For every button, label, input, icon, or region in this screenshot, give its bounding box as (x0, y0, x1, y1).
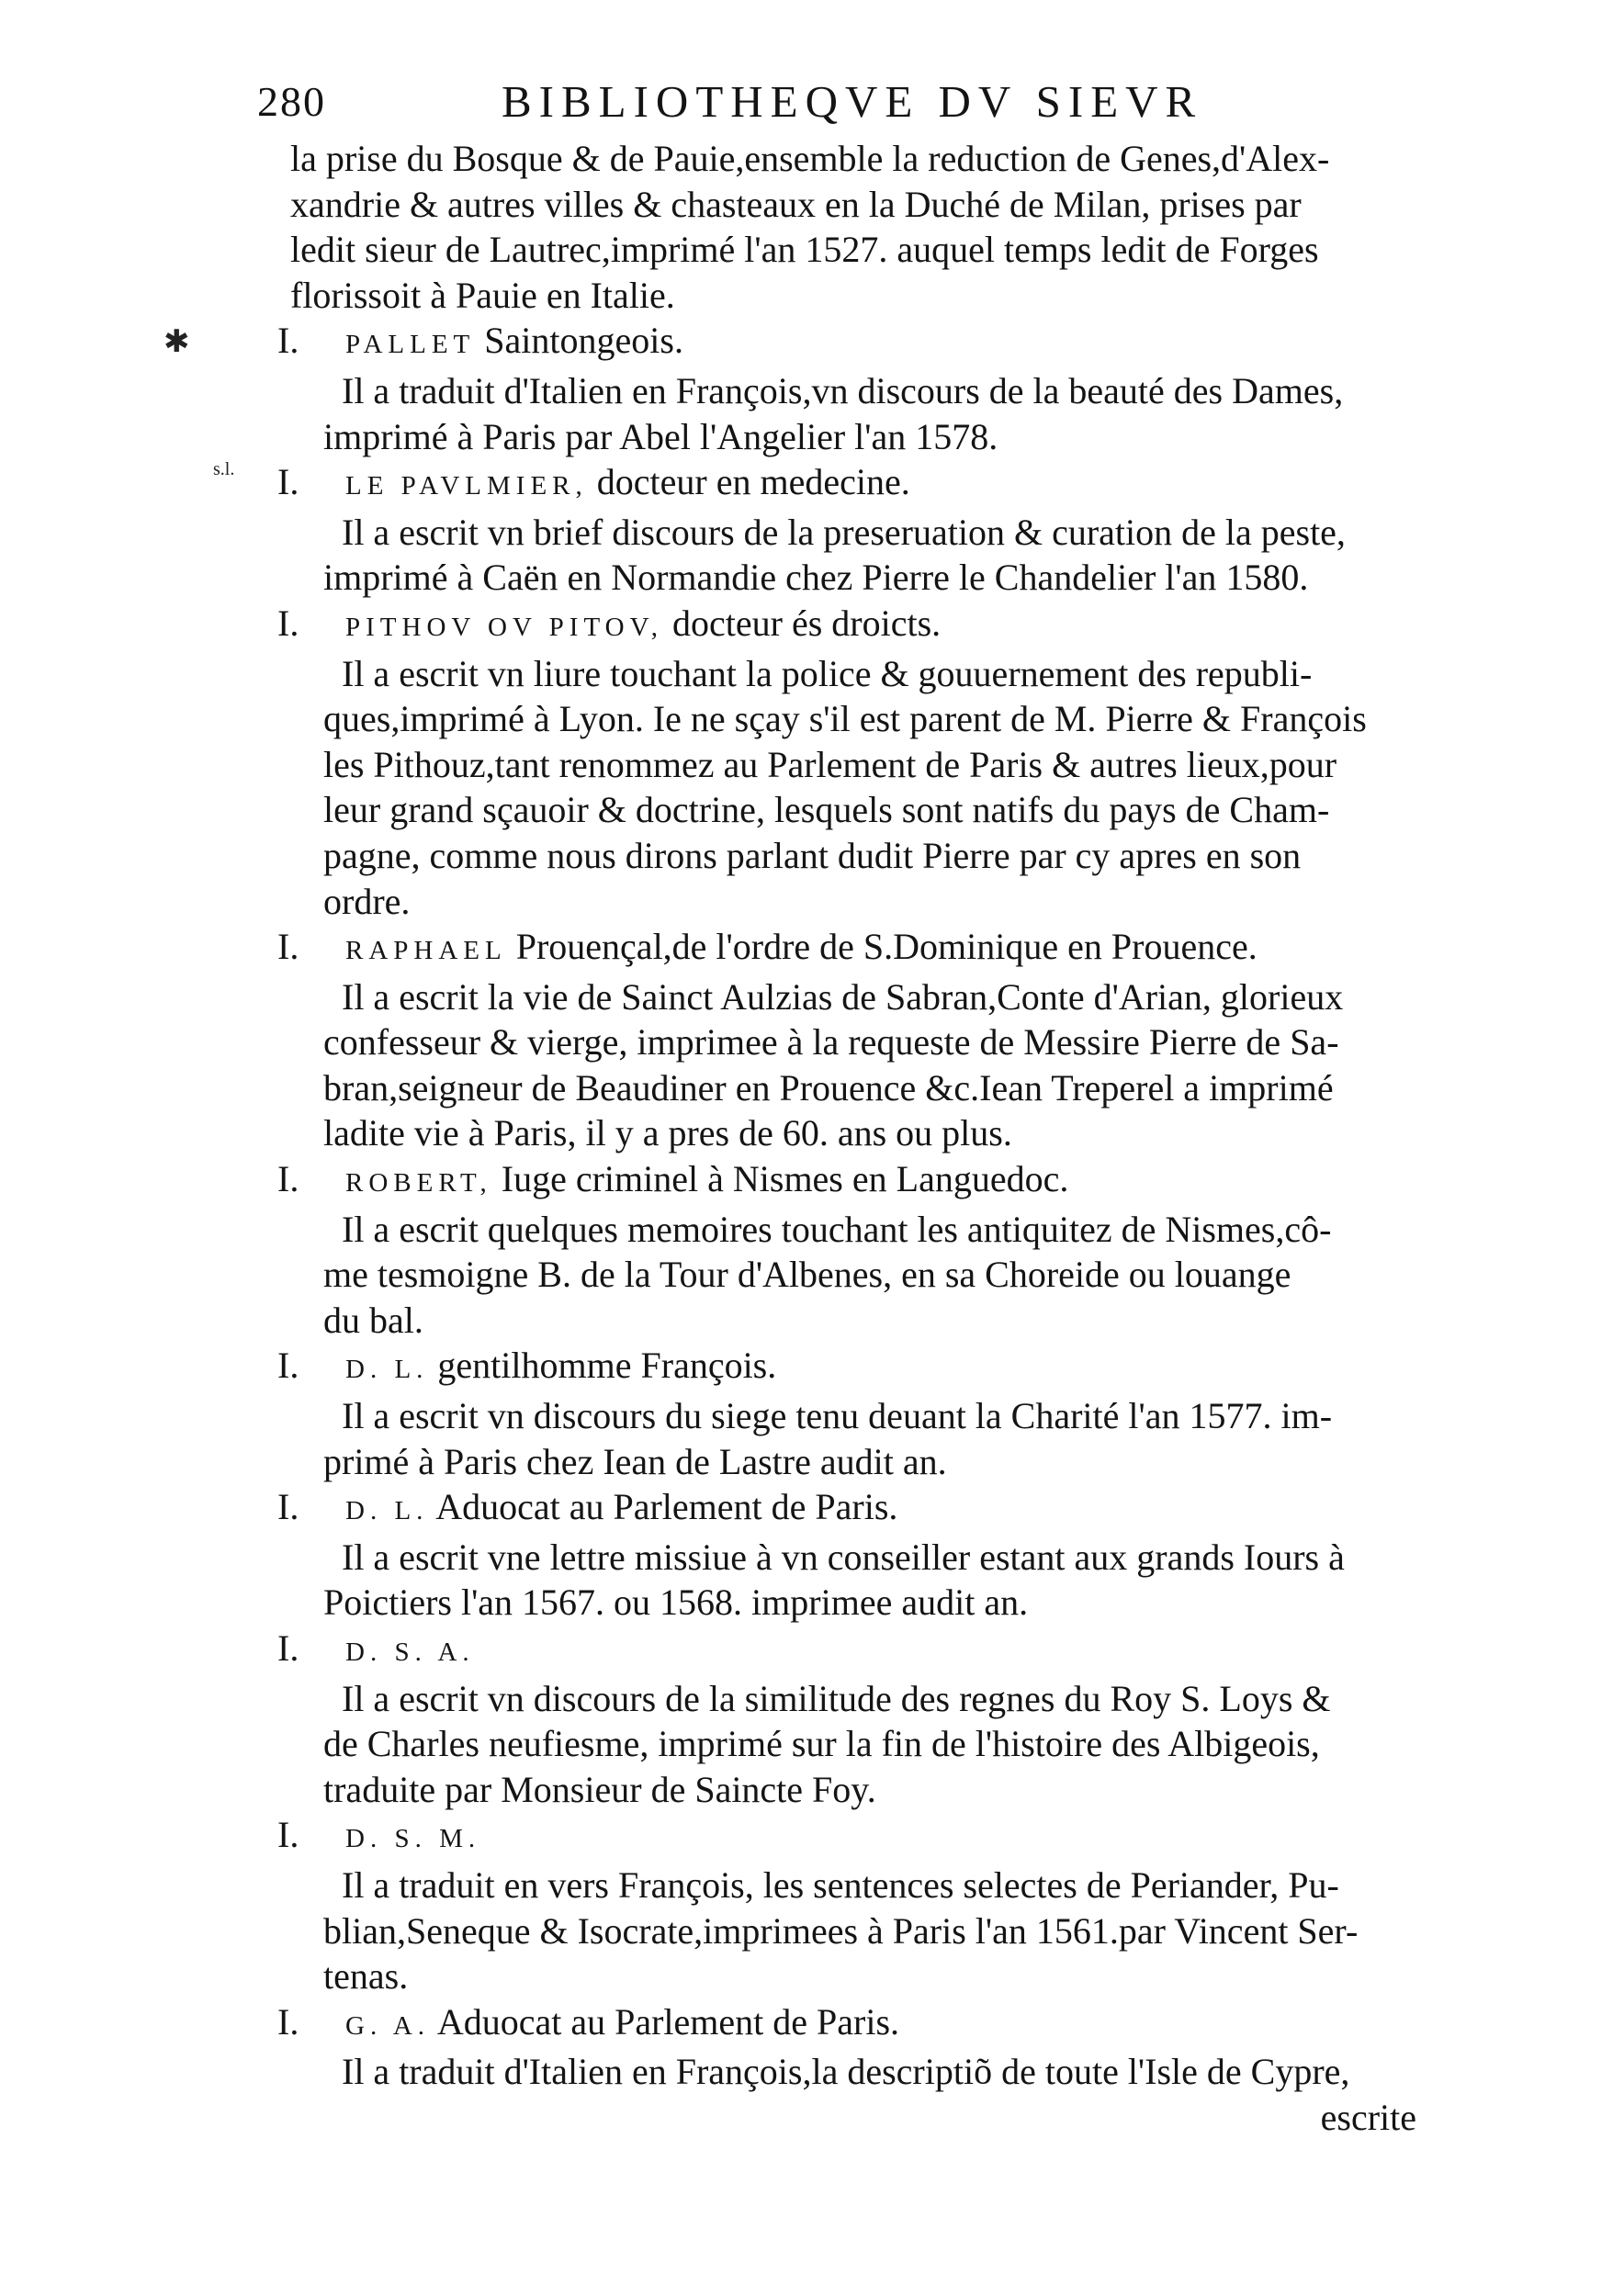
text-line: Il a traduit d'Italien en François,la descriptiõ de toute l'Isle de Cypre, (342, 2051, 1350, 2093)
entry-number: I. (277, 461, 299, 503)
author-description: Prouençal,de l'ordre de S.Dominique en Prouence. (515, 926, 1257, 968)
author-name: ROBERT, (345, 1168, 492, 1199)
entry-number: I. (277, 1345, 299, 1387)
author-description: Aduocat au Parlement de Paris. (435, 1486, 898, 1528)
author-description: docteur en medecine. (596, 461, 910, 503)
text-line: Il a traduit en vers François, les sentences selectes de Periander, Pu- (342, 1863, 1339, 1906)
entry-heading (268, 1156, 1426, 1207)
text-line: leur grand sçauoir & doctrine, lesquels sont natifs du pays de Cham- (323, 789, 1330, 831)
margin-asterisk: ✱ (164, 325, 190, 359)
author-description: Saintongeois. (484, 320, 683, 362)
text-line: bran,seigneur de Beaudiner en Prouence &c.Iean Treperel a imprimé (323, 1066, 1334, 1109)
text-line: la prise du Bosque & de Pauie,ensemble la reduction de Genes,d'Alex- (290, 138, 1330, 179)
entry-heading (268, 459, 1426, 510)
text-line: Il a escrit vn brief discours de la preseruation & curation de la peste, (342, 511, 1346, 553)
entry-heading (268, 1626, 1426, 1676)
text-line: les Pithouz,tant renommez au Parlement de Paris & autres lieux,pour (323, 743, 1337, 785)
text-line: me tesmoigne B. de la Tour d'Albenes, en sa Choreide ou louange (323, 1254, 1291, 1296)
running-title: BIBLIOTHEQVE DV SIEVR (502, 76, 1203, 127)
text-line: Il a escrit quelques memoires touchant les antiquitez de Nismes,cô- (342, 1208, 1332, 1250)
author-description: Iuge criminel à Nismes en Languedoc. (501, 1158, 1069, 1200)
author-name: D. L. (345, 1355, 429, 1385)
running-header (246, 72, 1275, 138)
page-number: 280 (257, 78, 326, 125)
text-line: ques,imprimé à Lyon. Ie ne sçay s'il est parent de M. Pierre & François (323, 698, 1367, 740)
text-line: blian,Seneque & Isocrate,imprimees à Paris l'an 1561.par Vincent Ser- (323, 1909, 1359, 1952)
author-name: D. S. A. (345, 1638, 475, 1667)
author-name: D. L. (345, 1496, 429, 1526)
margin-note-sl: s.l. (213, 459, 235, 479)
text-line: ordre. (323, 880, 411, 922)
entry-heading (268, 1484, 1426, 1535)
entry-heading (268, 1343, 1426, 1393)
entry-number: I. (277, 926, 299, 968)
entry-heading (268, 318, 1426, 368)
entry-number: I. (277, 1814, 299, 1856)
text-line: florissoit à Pauie en Italie. (290, 274, 675, 316)
text-line: traduite par Monsieur de Saincte Foy. (323, 1768, 876, 1810)
text-line: primé à Paris chez Iean de Lastre audit an. (323, 1440, 947, 1482)
text-line: Poictiers l'an 1567. ou 1568. imprimee audit an. (323, 1581, 1029, 1624)
entry-number: I. (277, 2000, 299, 2043)
author-description: Aduocat au Parlement de Paris. (436, 2000, 900, 2043)
entry-number: I. (277, 320, 299, 362)
text-line: de Charles neufiesme, imprimé sur la fin de l'histoire des Albigeois, (323, 1723, 1320, 1765)
text-line: Il a escrit vn discours du siege tenu deuant la Charité l'an 1577. im- (342, 1395, 1333, 1437)
text-line: xandrie & autres villes & chasteaux en la Duché de Milan, prises par (290, 183, 1302, 225)
author-name: PITHOV OV PITOV, (345, 612, 664, 642)
author-description: docteur és droicts. (672, 602, 942, 644)
text-line: Il a escrit vn discours de la similitude des regnes du Roy S. Loys & (342, 1677, 1331, 1719)
entry-heading (268, 601, 1426, 651)
entry-number: I. (277, 1627, 299, 1669)
text-line: imprimé à Paris par Abel l'Angelier l'an 1578. (323, 415, 998, 457)
entry-heading (268, 1812, 1426, 1863)
author-name: PALLET (345, 330, 476, 360)
author-name: D. S. M. (345, 1824, 481, 1854)
text-line: Il a escrit la vie de Sainct Aulzias de Sabran,Conte d'Arian, glorieux (342, 975, 1344, 1018)
entry-number: I. (277, 1486, 299, 1528)
text-line: Il a traduit d'Italien en François,vn discours de la beauté des Dames, (342, 369, 1344, 411)
entry-heading (268, 1999, 1426, 2050)
text-line: tenas. (323, 1955, 409, 1998)
text-line: Il a escrit vn liure touchant la police & gouuernement des republi- (342, 652, 1313, 694)
author-name: LE PAVLMIER, (345, 471, 588, 501)
text-line: confesseur & vierge, imprimee à la requeste de Messire Pierre de Sa- (323, 1021, 1339, 1064)
text-column (268, 136, 1426, 2141)
author-description: gentilhomme François. (437, 1345, 777, 1387)
entry-number: I. (277, 1158, 299, 1200)
text-line: pagne, comme nous dirons parlant dudit Pierre par cy apres en son (323, 834, 1302, 876)
author-name: RAPHAEL (345, 936, 507, 966)
text-line: ledit sieur de Lautrec,imprimé l'an 1527. auquel temps ledit de Forges (290, 229, 1319, 271)
text-line: ladite vie à Paris, il y a pres de 60. ans ou plus. (323, 1112, 1012, 1154)
entry-number: I. (277, 602, 299, 644)
catchword: escrite (1320, 2096, 1416, 2138)
text-line: du bal. (323, 1299, 423, 1341)
text-line: imprimé à Caën en Normandie chez Pierre le Chandelier l'an 1580. (323, 557, 1309, 599)
entry-heading (268, 924, 1426, 974)
text-line: Il a escrit vne lettre missiue à vn conseiller estant aux grands Iours à (342, 1536, 1345, 1578)
author-name: G. A. (345, 2010, 431, 2041)
